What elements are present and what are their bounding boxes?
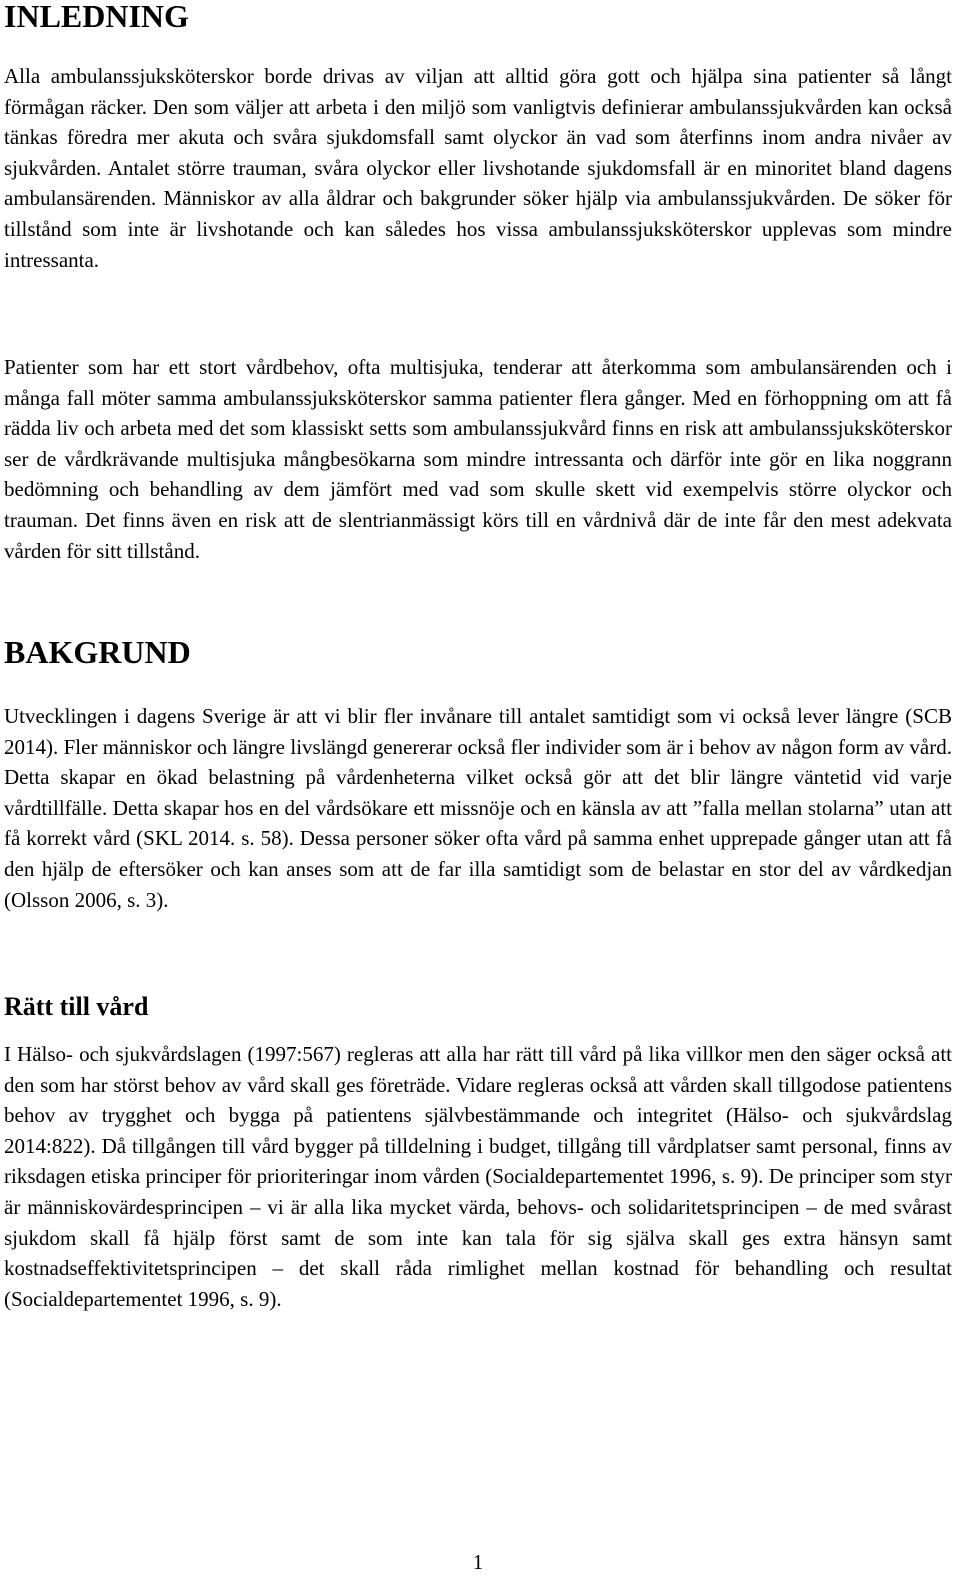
page-number: 1 [472,1550,484,1574]
heading-ratt-till-vard: Rätt till vård [4,992,149,1021]
paragraph-bakgrund-1: Utvecklingen i dagens Sverige är att vi blir fler invånare till antalet samtidigt som vi också lever längre (SCB 2014). Fler människor och längre livslängd genererar också fler individer som är i behov av någon form av vård. Detta skapar en ökad belastning på vårdenheterna vilket också gör att det blir längre väntetid vid varje vårdtillfälle. Detta skapar hos en del vårdsökare ett missnöje och en känsla av att ”falla mellan stolarna” utan att få korrekt vård (SKL 2014. s. 58). Dessa personer söker ofta vård på samma enhet upprepade gånger utan att få den hjälp de eftersöker och kan anses som att de far illa samtidigt som de belastar en stor del av vårdkedjan (Olsson 2006, s. 3). [4,704,952,912]
paragraph-ratt-till-vard-1: I Hälso- och sjukvårdslagen (1997:567) regleras att alla har rätt till vård på lika villkor men den säger också att den som har störst behov av vård skall ges företräde. Vidare regleras också att vården skall tillgodose patientens behov av trygghet och bygga på patientens självbestämmande och integritet (Hälso- och sjukvårdslag 2014:822). Då tillgången till vård bygger på tilldelning i budget, tillgång till vårdplatser samt personal, finns av riksdagen etiska principer för prioriteringar inom vården (Socialdepartementet 1996, s. 9). De principer som styr är människovärdesprincipen – vi är alla lika mycket värda, behovs- och solidaritetsprincipen – de med svårast sjukdom skall få hjälp först samt de som inte kan tala för sig själva skall ges extra hänsyn samt kostnadseffektivitetsprincipen – det skall råda rimlighet mellan kostnad för behandling och resultat (Socialdepartementet 1996, s. 9). [4,1042,952,1311]
heading-bakgrund: BAKGRUND [4,634,191,670]
paragraph-inledning-2: Patienter som har ett stort vårdbehov, ofta multisjuka, tenderar att återkomma som ambulansärenden och i många fall möter samma ambulanssjuksköterskor samma patienter flera gånger. Med en förhoppning om att få rädda liv och arbeta med det som klassiskt setts som ambulanssjukvård finns en risk att ambulanssjuksköterskor ser de vårdkrävande multisjuka mångbesökarna som mindre intressanta och därför inte gör en lika noggrann bedömning och behandling av dem jämfört med vad som skulle skett vid exempelvis större olyckor och trauman. Det finns även en risk att de slentrianmässigt körs till en vårdnivå där de inte får den mest adekvata vården för sitt tillstånd. [4,355,952,563]
paragraph-inledning-1: Alla ambulanssjuksköterskor borde drivas av viljan att alltid göra gott och hjälpa sina patienter så långt förmågan räcker. Den som väljer att arbeta i den miljö som vanligtvis definierar ambulanssjukvården kan också tänkas föredra mer akuta och svåra sjukdomsfall samt olyckor än vad som återfinns inom andra nivåer av sjukvården. Antalet större trauman, svåra olyckor eller livshotande sjukdomsfall är en minoritet bland dagens ambulansärenden. Människor av alla åldrar och bakgrunder söker hjälp via ambulanssjukvården. De söker för tillstånd som inte är livshotande och kan således hos vissa ambulanssjuksköterskor upplevas som mindre intressanta. [4,64,952,272]
heading-inledning: INLEDNING [4,0,189,34]
